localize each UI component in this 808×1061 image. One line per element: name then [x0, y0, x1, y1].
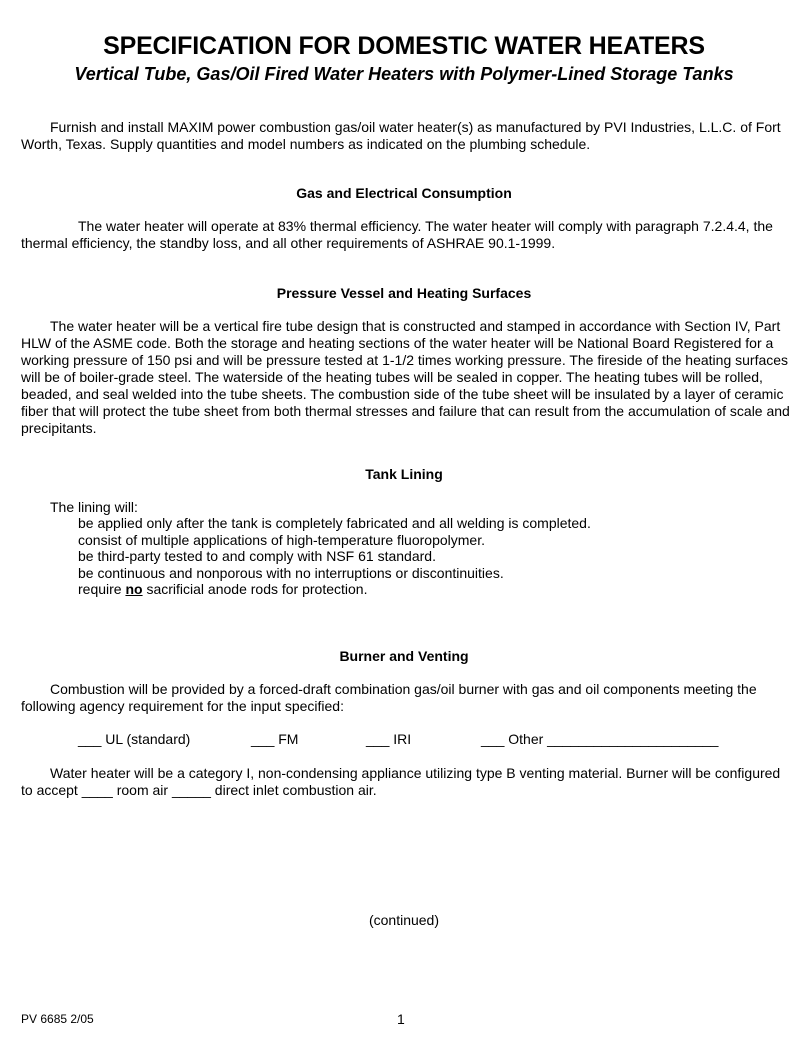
- pressure-paragraph: The water heater will be a vertical fire tube design that is constructed and stamped in accordance with Section IV, Part HLW of the ASME code. Both the storage and heating sections of the water heater will be National Board Registered for a working pressure of 150 psi and will be pressure tested at 1-1/2 times working pressure. The fireside of the heating surfaces will be of boiler-grade steel. The waterside of the heating tubes will be sealed in copper. The heating tubes will be rolled, beaded, and seal welded into the tube sheets. The combustion side of the tube sheet will be insulated by a layer of ceramic fiber that will protect the tube sheet from both thermal stresses and failure that can result from the accumulation of scale and precipitants.: [21, 318, 790, 436]
- document-subtitle: Vertical Tube, Gas/Oil Fired Water Heaters with Polymer-Lined Storage Tanks: [74, 64, 734, 84]
- heading-burner-venting: Burner and Venting: [339, 648, 469, 664]
- list-item-text: require: [78, 581, 126, 597]
- page-number: 1: [397, 1011, 405, 1027]
- option-iri: ___ IRI: [366, 731, 412, 747]
- list-item-text: sacrificial anode rods for protection.: [142, 581, 368, 597]
- venting-paragraph: Water heater will be a category I, non-condensing appliance utilizing type B venting material. Burner will be configured to accept ____ room air _____ direct inlet combustion air.: [21, 765, 781, 798]
- heading-pressure-vessel: Pressure Vessel and Heating Surfaces: [276, 285, 532, 301]
- option-other: ___ Other ______________________: [481, 731, 719, 747]
- lining-intro: The lining will:: [50, 499, 138, 515]
- heading-gas-electrical: Gas and Electrical Consumption: [296, 185, 512, 201]
- burner-paragraph: Combustion will be provided by a forced-draft combination gas/oil burner with gas and oil components meeting the following agency requirement for the input specified:: [21, 681, 757, 714]
- list-item: be third-party tested to and comply with NSF 61 standard.: [78, 548, 436, 564]
- heading-tank-lining: Tank Lining: [365, 466, 443, 482]
- emphasis-no: no: [125, 581, 143, 597]
- option-ul: ___ UL (standard): [78, 731, 191, 747]
- intro-paragraph: Furnish and install MAXIM power combustion gas/oil water heater(s) as manufactured by PVI Industries, L.L.C. of Fort Worth, Texas. Supply quantities and model numbers as indicated on the plumbing schedule.: [21, 119, 781, 152]
- document-title: SPECIFICATION FOR DOMESTIC WATER HEATERS: [103, 32, 705, 60]
- list-item: [78, 581, 591, 598]
- lining-list: [78, 515, 591, 598]
- list-item: consist of multiple applications of high-temperature fluoropolymer.: [78, 531, 485, 548]
- list-item: be continuous and nonporous with no interruptions or discontinuities.: [78, 564, 504, 581]
- option-fm: ___ FM: [251, 731, 299, 747]
- continued-note: (continued): [368, 912, 440, 928]
- footer-doc-id: PV 6685 2/05: [21, 1012, 94, 1026]
- list-item: be applied only after the tank is completely fabricated and all welding is completed.: [78, 515, 591, 531]
- gas-paragraph: The water heater will operate at 83% thermal efficiency. The water heater will comply with paragraph 7.2.4.4, the thermal efficiency, the standby loss, and all other requirements of ASHRAE 90.1-1999.: [21, 218, 773, 251]
